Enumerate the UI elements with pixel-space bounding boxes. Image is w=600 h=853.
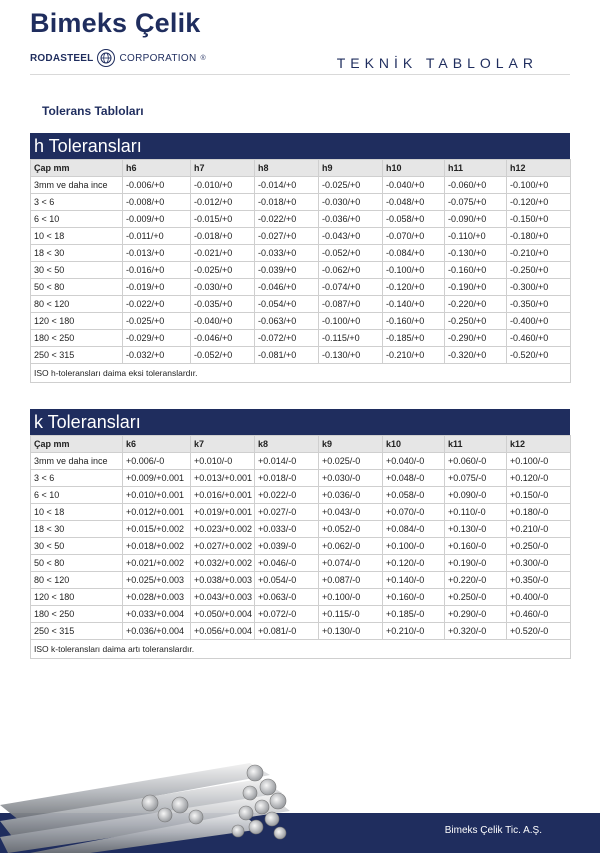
k-table-title: k Toleransları — [30, 409, 570, 435]
table-cell: -0.010/+0 — [191, 177, 255, 194]
table-cell: -0.018/+0 — [255, 194, 319, 211]
column-header: h8 — [255, 160, 319, 177]
h-tolerance-table — [30, 133, 570, 383]
column-header: h9 — [319, 160, 383, 177]
table-cell: -0.029/+0 — [123, 330, 191, 347]
table-cell: -0.063/+0 — [255, 313, 319, 330]
table-cell: -0.030/+0 — [319, 194, 383, 211]
brand-title: Bimeks Çelik — [30, 8, 201, 38]
table-cell: 18 < 30 — [31, 521, 123, 538]
table-cell: +0.300/-0 — [507, 555, 571, 572]
table-cell: +0.190/-0 — [445, 555, 507, 572]
table-cell: +0.110/-0 — [445, 504, 507, 521]
table-cell: -0.210/+0 — [507, 245, 571, 262]
k-table-note: ISO k-toleransları daima artı toleranslardır. — [31, 640, 571, 659]
table-row — [31, 521, 571, 538]
table-cell: +0.185/-0 — [383, 606, 445, 623]
table-cell: +0.220/-0 — [445, 572, 507, 589]
table-cell: +0.033/-0 — [255, 521, 319, 538]
table-cell: +0.072/-0 — [255, 606, 319, 623]
table-cell: 180 < 250 — [31, 606, 123, 623]
column-header: h7 — [191, 160, 255, 177]
table-cell: -0.022/+0 — [255, 211, 319, 228]
table-cell: -0.035/+0 — [191, 296, 255, 313]
k-table-header-row — [31, 436, 571, 453]
table-cell: -0.130/+0 — [319, 347, 383, 364]
table-cell: +0.012/+0.001 — [123, 504, 191, 521]
table-cell: +0.075/-0 — [445, 470, 507, 487]
table-cell: +0.250/-0 — [445, 589, 507, 606]
table-cell: +0.027/-0 — [255, 504, 319, 521]
table-cell: +0.046/-0 — [255, 555, 319, 572]
table-cell: -0.160/+0 — [383, 313, 445, 330]
table-cell: -0.150/+0 — [507, 211, 571, 228]
table-cell: -0.070/+0 — [383, 228, 445, 245]
table-cell: -0.062/+0 — [319, 262, 383, 279]
table-cell: +0.120/-0 — [507, 470, 571, 487]
table-cell: -0.220/+0 — [445, 296, 507, 313]
footer-company-name: Bimeks Çelik Tic. A.Ş. — [444, 825, 542, 836]
table-cell: +0.038/+0.003 — [191, 572, 255, 589]
table-cell: +0.350/-0 — [507, 572, 571, 589]
table-cell: +0.016/+0.001 — [191, 487, 255, 504]
trademark-symbol: ® — [200, 54, 206, 62]
table-cell: -0.060/+0 — [445, 177, 507, 194]
table-cell: -0.185/+0 — [383, 330, 445, 347]
table-cell: -0.025/+0 — [319, 177, 383, 194]
table-cell: 10 < 18 — [31, 504, 123, 521]
table-cell: +0.039/-0 — [255, 538, 319, 555]
table-cell: +0.036/+0.004 — [123, 623, 191, 640]
table-cell: 3mm ve daha ince — [31, 453, 123, 470]
table-cell: 80 < 120 — [31, 296, 123, 313]
table-cell: +0.460/-0 — [507, 606, 571, 623]
table-cell: +0.027/+0.002 — [191, 538, 255, 555]
table-cell: +0.130/-0 — [445, 521, 507, 538]
table-row — [31, 211, 571, 228]
table-cell: -0.013/+0 — [123, 245, 191, 262]
table-row — [31, 589, 571, 606]
table-cell: -0.350/+0 — [507, 296, 571, 313]
table-cell: -0.018/+0 — [191, 228, 255, 245]
table-row — [31, 487, 571, 504]
table-cell: +0.180/-0 — [507, 504, 571, 521]
table-cell: +0.056/+0.004 — [191, 623, 255, 640]
table-cell: 250 < 315 — [31, 623, 123, 640]
table-cell: +0.115/-0 — [319, 606, 383, 623]
table-cell: +0.060/-0 — [445, 453, 507, 470]
table-cell: +0.120/-0 — [383, 555, 445, 572]
table-cell: -0.110/+0 — [445, 228, 507, 245]
table-note-row — [31, 640, 571, 659]
table-cell: -0.140/+0 — [383, 296, 445, 313]
table-cell: 50 < 80 — [31, 555, 123, 572]
table-row — [31, 555, 571, 572]
table-cell: -0.300/+0 — [507, 279, 571, 296]
table-cell: +0.050/+0.004 — [191, 606, 255, 623]
table-row — [31, 296, 571, 313]
document-kicker: TEKNİK TABLOLAR — [336, 55, 538, 71]
table-cell: -0.027/+0 — [255, 228, 319, 245]
rodasteel-globe-icon — [97, 49, 115, 67]
column-header: k11 — [445, 436, 507, 453]
table-cell: +0.054/-0 — [255, 572, 319, 589]
table-row — [31, 347, 571, 364]
table-cell: -0.040/+0 — [191, 313, 255, 330]
table-row — [31, 262, 571, 279]
table-cell: +0.028/+0.003 — [123, 589, 191, 606]
table-cell: -0.021/+0 — [191, 245, 255, 262]
k-tolerance-table — [30, 409, 570, 659]
table-cell: -0.046/+0 — [191, 330, 255, 347]
table-cell: -0.058/+0 — [383, 211, 445, 228]
table-cell: -0.120/+0 — [383, 279, 445, 296]
steel-rods-illustration — [0, 743, 600, 853]
table-cell: -0.081/+0 — [255, 347, 319, 364]
column-header: h12 — [507, 160, 571, 177]
table-cell: -0.046/+0 — [255, 279, 319, 296]
table-cell: -0.290/+0 — [445, 330, 507, 347]
table-cell: +0.036/-0 — [319, 487, 383, 504]
table-cell: -0.130/+0 — [445, 245, 507, 262]
table-cell: +0.033/+0.004 — [123, 606, 191, 623]
table-cell: +0.018/-0 — [255, 470, 319, 487]
table-cell: -0.052/+0 — [319, 245, 383, 262]
table-cell: -0.016/+0 — [123, 262, 191, 279]
table-cell: +0.013/+0.001 — [191, 470, 255, 487]
table-cell: +0.250/-0 — [507, 538, 571, 555]
table-cell: +0.009/+0.001 — [123, 470, 191, 487]
table-cell: +0.030/-0 — [319, 470, 383, 487]
table-cell: +0.014/-0 — [255, 453, 319, 470]
table-cell: +0.018/+0.002 — [123, 538, 191, 555]
table-cell: -0.074/+0 — [319, 279, 383, 296]
column-header: k12 — [507, 436, 571, 453]
table-cell: +0.090/-0 — [445, 487, 507, 504]
table-cell: +0.048/-0 — [383, 470, 445, 487]
table-cell: 50 < 80 — [31, 279, 123, 296]
table-cell: +0.290/-0 — [445, 606, 507, 623]
column-header: k8 — [255, 436, 319, 453]
table-cell: -0.054/+0 — [255, 296, 319, 313]
corporation-label: CORPORATION — [119, 52, 197, 64]
table-cell: +0.063/-0 — [255, 589, 319, 606]
rodasteel-label: RODASTEEL — [30, 52, 94, 64]
table-row — [31, 504, 571, 521]
table-cell: -0.025/+0 — [123, 313, 191, 330]
table-cell: +0.021/+0.002 — [123, 555, 191, 572]
table-cell: -0.072/+0 — [255, 330, 319, 347]
table-row — [31, 279, 571, 296]
table-cell: 250 < 315 — [31, 347, 123, 364]
table-cell: +0.100/-0 — [319, 589, 383, 606]
column-header: h10 — [383, 160, 445, 177]
table-row — [31, 177, 571, 194]
table-cell: +0.087/-0 — [319, 572, 383, 589]
table-cell: +0.100/-0 — [383, 538, 445, 555]
page-header — [0, 0, 600, 100]
table-cell: -0.036/+0 — [319, 211, 383, 228]
table-cell: 10 < 18 — [31, 228, 123, 245]
h-table-header-row — [31, 160, 571, 177]
h-table-note: ISO h-toleransları daima eksi toleranslardır. — [31, 364, 571, 383]
table-cell: +0.150/-0 — [507, 487, 571, 504]
page-footer — [0, 743, 600, 853]
table-row — [31, 470, 571, 487]
table-cell: +0.130/-0 — [319, 623, 383, 640]
table-cell: -0.320/+0 — [445, 347, 507, 364]
table-cell: +0.023/+0.002 — [191, 521, 255, 538]
table-cell: 120 < 180 — [31, 589, 123, 606]
table-cell: -0.039/+0 — [255, 262, 319, 279]
table-cell: +0.006/-0 — [123, 453, 191, 470]
table-cell: +0.520/-0 — [507, 623, 571, 640]
h-table-grid — [30, 159, 571, 383]
column-header: k7 — [191, 436, 255, 453]
table-cell: 120 < 180 — [31, 313, 123, 330]
table-cell: +0.010/-0 — [191, 453, 255, 470]
table-cell: 3 < 6 — [31, 470, 123, 487]
table-row — [31, 313, 571, 330]
table-cell: +0.074/-0 — [319, 555, 383, 572]
table-cell: -0.180/+0 — [507, 228, 571, 245]
table-cell: 180 < 250 — [31, 330, 123, 347]
table-cell: +0.058/-0 — [383, 487, 445, 504]
table-cell: -0.033/+0 — [255, 245, 319, 262]
table-cell: -0.009/+0 — [123, 211, 191, 228]
column-header: k10 — [383, 436, 445, 453]
table-cell: +0.025/-0 — [319, 453, 383, 470]
table-cell: -0.210/+0 — [383, 347, 445, 364]
table-row — [31, 606, 571, 623]
table-cell: 3mm ve daha ince — [31, 177, 123, 194]
table-cell: +0.043/-0 — [319, 504, 383, 521]
k-table-grid — [30, 435, 571, 659]
table-cell: -0.400/+0 — [507, 313, 571, 330]
table-cell: -0.015/+0 — [191, 211, 255, 228]
table-cell: +0.040/-0 — [383, 453, 445, 470]
table-cell: +0.320/-0 — [445, 623, 507, 640]
table-cell: 18 < 30 — [31, 245, 123, 262]
table-cell: -0.190/+0 — [445, 279, 507, 296]
table-row — [31, 330, 571, 347]
column-header: k6 — [123, 436, 191, 453]
column-header: h6 — [123, 160, 191, 177]
table-row — [31, 538, 571, 555]
table-cell: 30 < 50 — [31, 538, 123, 555]
table-cell: -0.008/+0 — [123, 194, 191, 211]
table-cell: -0.460/+0 — [507, 330, 571, 347]
table-cell: -0.075/+0 — [445, 194, 507, 211]
brand-subline — [30, 48, 206, 68]
section-title: Tolerans Tabloları — [42, 104, 144, 118]
table-cell: 3 < 6 — [31, 194, 123, 211]
table-cell: -0.520/+0 — [507, 347, 571, 364]
table-cell: +0.032/+0.002 — [191, 555, 255, 572]
table-cell: +0.084/-0 — [383, 521, 445, 538]
table-cell: +0.025/+0.003 — [123, 572, 191, 589]
h-table-title: h Toleransları — [30, 133, 570, 159]
table-cell: -0.030/+0 — [191, 279, 255, 296]
table-cell: +0.140/-0 — [383, 572, 445, 589]
table-cell: 80 < 120 — [31, 572, 123, 589]
table-cell: -0.032/+0 — [123, 347, 191, 364]
column-header: Çap mm — [31, 436, 123, 453]
table-cell: 6 < 10 — [31, 211, 123, 228]
table-cell: -0.087/+0 — [319, 296, 383, 313]
table-cell: +0.019/+0.001 — [191, 504, 255, 521]
table-cell: +0.010/+0.001 — [123, 487, 191, 504]
table-cell: -0.006/+0 — [123, 177, 191, 194]
header-divider — [30, 74, 570, 75]
table-cell: -0.250/+0 — [445, 313, 507, 330]
table-row — [31, 623, 571, 640]
table-cell: -0.115/+0 — [319, 330, 383, 347]
table-row — [31, 453, 571, 470]
table-cell: -0.012/+0 — [191, 194, 255, 211]
table-cell: -0.022/+0 — [123, 296, 191, 313]
table-cell: -0.048/+0 — [383, 194, 445, 211]
table-cell: -0.100/+0 — [507, 177, 571, 194]
table-cell: +0.100/-0 — [507, 453, 571, 470]
table-cell: +0.400/-0 — [507, 589, 571, 606]
table-cell: -0.100/+0 — [383, 262, 445, 279]
table-cell: +0.052/-0 — [319, 521, 383, 538]
column-header: Çap mm — [31, 160, 123, 177]
table-cell: +0.043/+0.003 — [191, 589, 255, 606]
table-cell: -0.100/+0 — [319, 313, 383, 330]
table-row — [31, 245, 571, 262]
table-cell: -0.043/+0 — [319, 228, 383, 245]
table-cell: -0.014/+0 — [255, 177, 319, 194]
table-cell: -0.011/+0 — [123, 228, 191, 245]
table-row — [31, 572, 571, 589]
table-cell: -0.019/+0 — [123, 279, 191, 296]
table-cell: +0.070/-0 — [383, 504, 445, 521]
table-cell: +0.022/-0 — [255, 487, 319, 504]
table-cell: -0.160/+0 — [445, 262, 507, 279]
table-cell: 6 < 10 — [31, 487, 123, 504]
table-cell: -0.250/+0 — [507, 262, 571, 279]
table-note-row — [31, 364, 571, 383]
table-row — [31, 194, 571, 211]
table-cell: +0.081/-0 — [255, 623, 319, 640]
table-cell: +0.210/-0 — [383, 623, 445, 640]
table-cell: -0.120/+0 — [507, 194, 571, 211]
table-cell: +0.210/-0 — [507, 521, 571, 538]
column-header: k9 — [319, 436, 383, 453]
table-cell: -0.084/+0 — [383, 245, 445, 262]
table-cell: -0.052/+0 — [191, 347, 255, 364]
table-cell: 30 < 50 — [31, 262, 123, 279]
table-cell: +0.015/+0.002 — [123, 521, 191, 538]
table-cell: +0.160/-0 — [383, 589, 445, 606]
table-cell: -0.040/+0 — [383, 177, 445, 194]
table-row — [31, 228, 571, 245]
table-cell: +0.062/-0 — [319, 538, 383, 555]
table-cell: +0.160/-0 — [445, 538, 507, 555]
table-cell: -0.025/+0 — [191, 262, 255, 279]
table-cell: -0.090/+0 — [445, 211, 507, 228]
column-header: h11 — [445, 160, 507, 177]
